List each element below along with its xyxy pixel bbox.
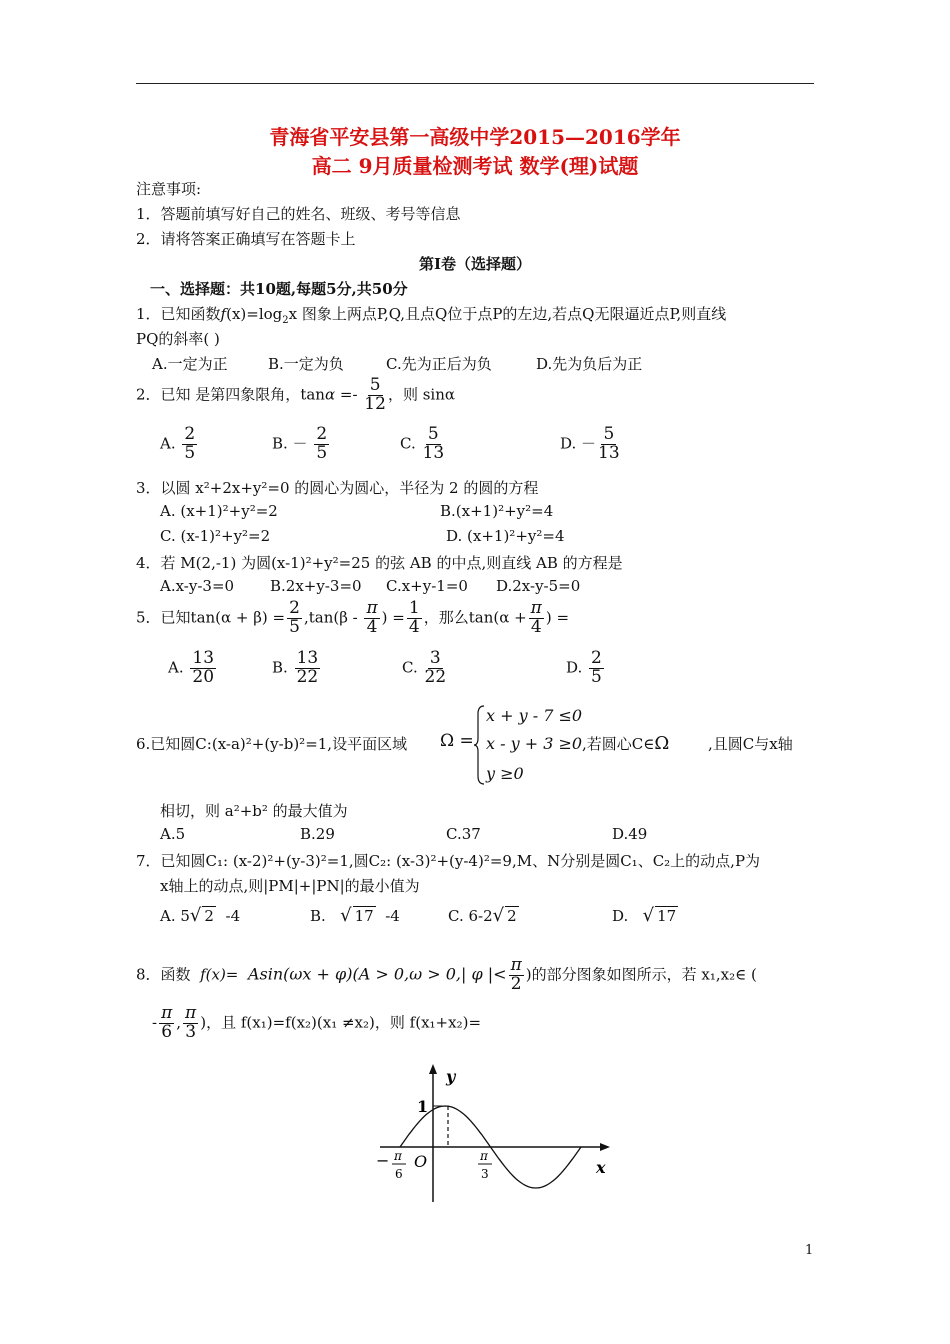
q7-option-d[interactable]: D. √ 17 — [612, 905, 677, 926]
q2-option-d[interactable]: D. － $\frac{5}{13}$ — [560, 424, 620, 463]
section-heading: 一、选择题：共10题,每题5分,共50分 — [150, 280, 408, 298]
q6-stem-b: ,若圆心C∈Ω — [582, 733, 670, 754]
q2-option-b[interactable]: B. － $\frac{2}{5}$ — [272, 424, 328, 463]
q4-option-d[interactable]: D.2x-y-5=0 — [496, 577, 581, 595]
exam-title-line1: 青海省平安县第一高级中学2015—2016学年 — [269, 125, 681, 149]
part1-title: 第Ⅰ卷（选择题） — [418, 255, 532, 273]
q7-option-a[interactable]: A. 5√ 2 -4 — [160, 905, 241, 926]
q3-option-c[interactable]: C. (x-1)²+y²=2 — [160, 527, 271, 545]
q7-stem-line2: x轴上的动点,则|PM|+|PN|的最小值为 — [160, 877, 420, 895]
notice-heading: 注意事项: — [136, 180, 202, 198]
q6-stem-line2: 相切，则 a²+b² 的最大值为 — [160, 802, 348, 820]
header-rule — [136, 83, 814, 84]
origin-label: O — [414, 1152, 428, 1171]
q6-inequality-1: x + y - 7 ≤0 — [486, 706, 583, 725]
six-label: 6 — [395, 1167, 403, 1181]
one-label: 1 — [417, 1097, 429, 1116]
pi3-pi-label: π — [480, 1149, 488, 1163]
q7-option-c[interactable]: C. 6-2√ 2 — [448, 905, 517, 926]
q6-option-a[interactable]: A.5 — [160, 825, 186, 843]
q2-fraction: $\frac{5}{12}$ — [364, 375, 386, 414]
q1-option-d[interactable]: D.先为负后为正 — [536, 355, 643, 373]
q8-stem-line1: 8．函数 f(x)= Asin(ωx + φ)(A > 0,ω > 0,| φ |< $\frac{\pi}{2}$ )的部分图象如图所示，若 x₁,x₂∈ ( — [136, 955, 757, 994]
notice-item-1: 1．答题前填写好自己的姓名、班级、考号等信息 — [136, 205, 461, 223]
x-axis-arrow-icon — [600, 1143, 610, 1151]
page-number: 1 — [805, 1243, 814, 1258]
q5-option-b[interactable]: B. $\frac{13}{22}$ — [272, 648, 319, 687]
q6-stem-a: 6.已知圆C:(x-a)²+(y-b)²=1,设平面区域 — [136, 735, 408, 753]
x-axis-label: x — [596, 1158, 606, 1177]
q6-option-d[interactable]: D.49 — [612, 825, 648, 843]
q5-option-d[interactable]: D. $\frac{2}{5}$ — [566, 648, 602, 687]
q6-stem-c: ,且圆C与x轴 — [708, 735, 793, 753]
q7-stem-line1: 7．已知圆C₁: (x-2)²+(y-3)²=1,圆C₂: (x-3)²+(y-4)²=9,M、N分别是圆C₁、C₂上的动点,P为 — [136, 852, 761, 870]
q3-option-d[interactable]: D. (x+1)²+y²=4 — [446, 527, 565, 545]
q1-option-b[interactable]: B.一定为负 — [268, 355, 344, 373]
q5-option-a[interactable]: A. $\frac{13}{20}$ — [168, 648, 215, 687]
q5-option-c[interactable]: C. $\frac{3}{22}$ — [402, 648, 447, 687]
exam-title-line2: 高二 9月质量检测考试 数学(理)试题 — [311, 154, 639, 178]
q2-option-c[interactable]: C. $\frac{5}{13}$ — [400, 424, 445, 463]
q2-stem: 2．已知 是第四象限角，tanα =- $\frac{5}{12}$ ，则 sinα — [136, 375, 455, 414]
q6-inequality-2: x - y + 3 ≥0 — [486, 734, 583, 753]
q3-option-a[interactable]: A. (x+1)²+y²=2 — [160, 502, 278, 520]
q8-function-graph — [370, 1060, 620, 1208]
neg-sign-label: − — [376, 1151, 390, 1170]
q1-stem-line2: PQ的斜率( ) — [136, 330, 220, 348]
q6-option-b[interactable]: B.29 — [300, 825, 335, 843]
q2-option-a[interactable]: A. $\frac{2}{5}$ — [160, 424, 196, 463]
q1-option-a[interactable]: A.一定为正 — [152, 355, 228, 373]
q7-option-b[interactable]: B. √ 17 -4 — [310, 905, 400, 926]
q1-stem-line1: 1．已知函数$f(x)=\log_2x$ 图象上两点P,Q,且点Q位于点P的左边,若点Q无限逼近点P,则直线 — [136, 305, 727, 326]
neg-pi-label: π — [394, 1149, 402, 1163]
q3-stem: 3．以圆 x²+2x+y²=0 的圆心为圆心，半径为 2 的圆的方程 — [136, 479, 539, 497]
q6-inequality-3: y ≥0 — [486, 764, 524, 783]
y-axis-label: y — [446, 1067, 456, 1086]
q3-option-b[interactable]: B.(x+1)²+y²=4 — [440, 502, 554, 520]
q6-brace — [474, 704, 486, 786]
q8-stem-line2: - $\frac{\pi}{6}$ , $\frac{\pi}{3}$ )，且 f(x₁)=f(x₂)(x₁ ≠x₂)，则 f(x₁+x₂)= — [152, 1003, 482, 1042]
q1-option-c[interactable]: C.先为正后为负 — [386, 355, 492, 373]
q5-stem: 5．已知tan(α + β) = $\frac{2}{5}$ ,tan(β - $\frac{\pi}{4}$ ) = $\frac{1}{4}$ ，那么tan(α + $\frac{\pi}{4}$ ) = — [136, 598, 570, 637]
q4-option-a[interactable]: A.x-y-3=0 — [160, 577, 235, 595]
three-label: 3 — [481, 1167, 489, 1181]
q6-option-c[interactable]: C.37 — [446, 825, 481, 843]
q6-omega-eq: Ω = — [440, 731, 474, 751]
notice-item-2: 2．请将答案正确填写在答题卡上 — [136, 230, 356, 248]
q4-stem: 4．若 M(2,-1) 为圆(x-1)²+y²=25 的弦 AB 的中点,则直线 AB 的方程是 — [136, 554, 623, 572]
y-axis-arrow-icon — [429, 1064, 437, 1074]
q4-option-c[interactable]: C.x+y-1=0 — [386, 577, 468, 595]
q4-option-b[interactable]: B.2x+y-3=0 — [270, 577, 362, 595]
